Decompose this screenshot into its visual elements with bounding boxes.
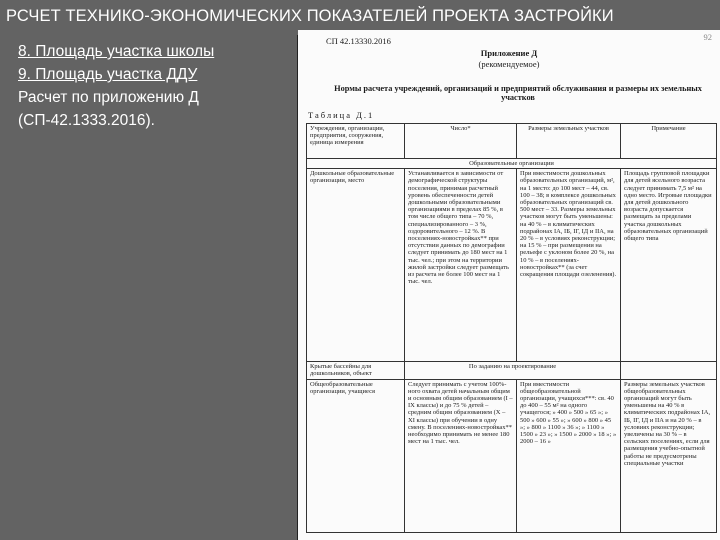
cell-pool-count: По заданию на проектирование	[405, 362, 621, 379]
col-header-institution: Учреждения, организации, предприятия, сооружения, единица измерения	[307, 124, 405, 159]
table-row	[307, 169, 717, 362]
slide-title: РСЧЕТ ТЕХНИКО-ЭКОНОМИЧЕСКИХ ПОКАЗАТЕЛЕЙ ПРОЕКТА ЗАСТРОЙКИ	[6, 7, 614, 25]
doc-code: СП 42.13330.2016	[326, 36, 391, 46]
table-row	[307, 379, 717, 532]
document-scan	[298, 30, 720, 540]
doc-heading: Нормы расчета учреждений, организаций и предприятий обслуживания и размеры их земельных участков	[334, 84, 702, 102]
appendix-note: (рекомендуемое)	[478, 59, 540, 69]
cell-school-name: Общеобразовательные организации, учащиеся	[307, 379, 405, 532]
cell-kindergarten-name: Дошкольные образовательные организации, место	[307, 169, 405, 362]
section-row	[307, 159, 717, 169]
col-header-count: Число*	[405, 124, 517, 159]
table-row	[307, 362, 717, 379]
cell-pool-note	[621, 362, 717, 379]
table-caption: Таблица Д.1	[308, 110, 375, 120]
cell-school-count: Следует принимать с учетом 100%-ного охвата детей начальным общим и основным общим образованием (I – IX классы) и до 75 % детей – средним общим образованием (X – XI классы) при обучении в одну смену. В поселениях-новостройках** необходимо принимать не менее 180 мест на 1 тыс. чел.	[405, 379, 517, 532]
col-header-plot-size: Размеры земельных участков	[517, 124, 621, 159]
cell-school-size: При вместимости общеобразовательной организации, учащихся***: св. 40 до 400 – 55 м² на одного учащегося; » 400 » 500 » 65 »; » 500 » 600 » 55 »; » 600 » 800 » 45 »; » 800 » 1100 » 36 »; » 1100 » 1500 » 23 »; » 1500 » 2000 » 18 »; » 2000 – 16 »	[517, 379, 621, 532]
col-header-note: Примечание	[621, 124, 717, 159]
norms-table	[306, 123, 717, 533]
line-calc: Расчет по приложению Д	[18, 89, 199, 106]
cell-kindergarten-note: Площадь групповой площадки для детей ясельного возраста следует принимать 7,5 м² на одно место. Игровые площадки для детей дошкольного возраста допускается размещать за пределами участка дошкольных образовательных организаций общего типа	[621, 169, 717, 362]
appendix-title: Приложение Д	[480, 48, 538, 58]
doc-page-number: 92	[703, 32, 712, 42]
cell-kindergarten-count: Устанавливается в зависимости от демографической структуры поселения, принимая расчетный уровень обеспеченности детей дошкольными образовательными организациями в пределах 85 %, в том числе общего типа – 70 %, специализированного – 3 %, оздоровительного – 12 %. В поселениях-новостройках** при отсутствии данных по демографии следует принимать до 180 мест на 1 тыс. чел.; при этом на территории жилой застройки следует размещать из расчета не более 100 мест на 1 тыс. чел.	[405, 169, 517, 362]
slide-text	[18, 40, 288, 132]
cell-pool-name: Крытые бассейны для дошкольников, объект	[307, 362, 405, 379]
section-title: Образовательные организации	[307, 159, 717, 169]
table-header-row	[307, 124, 717, 159]
cell-school-note: Размеры земельных участков общеобразовательных организаций могут быть уменьшены на 40 % в климатических подрайонах IA, IБ, IГ, IД и IIA и на 20 % – в условиях реконструкции; увеличены на 30 % – в сельских поселениях, если для размещения учебно-опытной работы не предусмотрены специальные участки	[621, 379, 717, 532]
line-school: 8. Площадь участка школы	[18, 43, 215, 60]
cell-kindergarten-size: При вместимости дошкольных образовательных организаций, м², на 1 место: до 100 мест – 44, св. 100 – 38; в комплексе дошкольных образовательных организаций св. 500 мест – 33. Размеры земельных участков могут быть уменьшены: на 40 % – в климатических подрайонах IA, IБ, IГ, IД и IIA, на 20 % – в условиях реконструкции; на 15 % – при размещении на рельефе с уклоном более 20 %, на 10 % – в поселениях-новостройках** (за счет сокращения площади озеленения).	[517, 169, 621, 362]
line-kindergarten: 9. Площадь участка ДДУ	[18, 66, 198, 83]
line-source: (СП-42.1333.2016).	[18, 112, 155, 129]
